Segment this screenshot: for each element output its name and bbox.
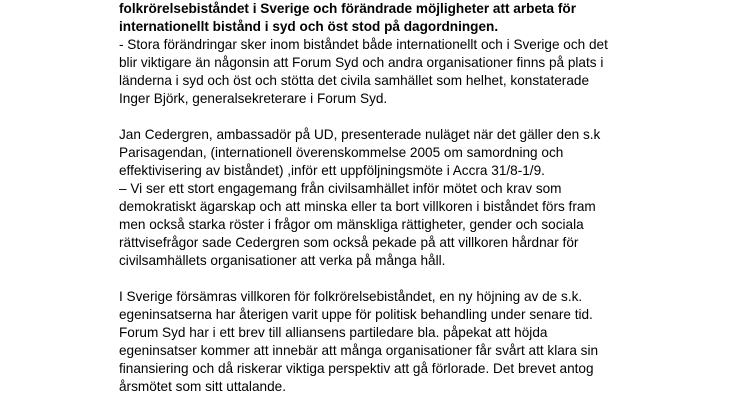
text-line: finansiering och då riskerar viktiga perspektiv att gå förlorade. Det brevet antog bbox=[119, 361, 594, 376]
paragraph-folkrorelse bbox=[119, 288, 679, 396]
document-body bbox=[119, 0, 679, 396]
text-line: Inger Björk, generalsekreterare i Forum Syd. bbox=[119, 91, 388, 106]
text-line: Forum Syd har i ett brev till alliansens partiledare bla. påpekat att höjda bbox=[119, 325, 548, 340]
text-line: I Sverige försämras villkoren för folkrörelsebiståndet, en ny höjning av de s.k. bbox=[119, 289, 583, 304]
text-line: demokratiskt ägarskap och att minska eller ta bort villkoren i biståndet förs fram bbox=[119, 199, 596, 214]
text-line: civilsamhällets organisationer att verka på många håll. bbox=[119, 253, 446, 268]
text-line: folkrörelsebiståndet i Sverige och förändrade möjligheter att arbeta för bbox=[119, 1, 577, 16]
text-line: rättvisefrågor sade Cedergren som också pekade på att villkoren hårdnar för bbox=[119, 235, 579, 250]
paragraph-spacer bbox=[119, 270, 679, 288]
paragraph-forum-syd-quote bbox=[119, 36, 679, 108]
paragraph-cedergren bbox=[119, 126, 679, 270]
text-line: blir viktigare än någonsin att Forum Syd och andra organisationer finns på plats i bbox=[119, 55, 604, 70]
text-line: – Vi ser ett stort engagemang från civilsamhället inför mötet och krav som bbox=[119, 181, 562, 196]
text-line: Parisagendan, (internationell överenskommelse 2005 om samordning och bbox=[119, 145, 564, 160]
text-line: men också starka röster i frågor om mänskliga rättigheter, gender och sociala bbox=[119, 217, 584, 232]
intro-bold-paragraph bbox=[119, 0, 679, 36]
paragraph-spacer bbox=[119, 108, 679, 126]
text-line: egeninsatser kommer att innebär att många organisationer får svårt att klara sin bbox=[119, 343, 599, 358]
text-line: Jan Cedergren, ambassadör på UD, presenterade nuläget när det gäller den s.k bbox=[119, 127, 601, 142]
text-line: - Stora förändringar sker inom biståndet både internationellt och i Sverige och det bbox=[119, 37, 608, 52]
text-line: internationellt bistånd i syd och öst stod på dagordningen. bbox=[119, 19, 499, 34]
text-line: effektivisering av biståndet) ,inför ett uppföljningsmöte i Accra 31/8-1/9. bbox=[119, 163, 545, 178]
text-line: egeninsatserna har återigen varit uppe för politisk behandling under senare tid. bbox=[119, 307, 593, 322]
text-line: länderna i syd och öst och stötta det civila samhället som helhet, konstaterade bbox=[119, 73, 589, 88]
text-line: årsmötet som sitt uttalande. bbox=[119, 379, 286, 394]
